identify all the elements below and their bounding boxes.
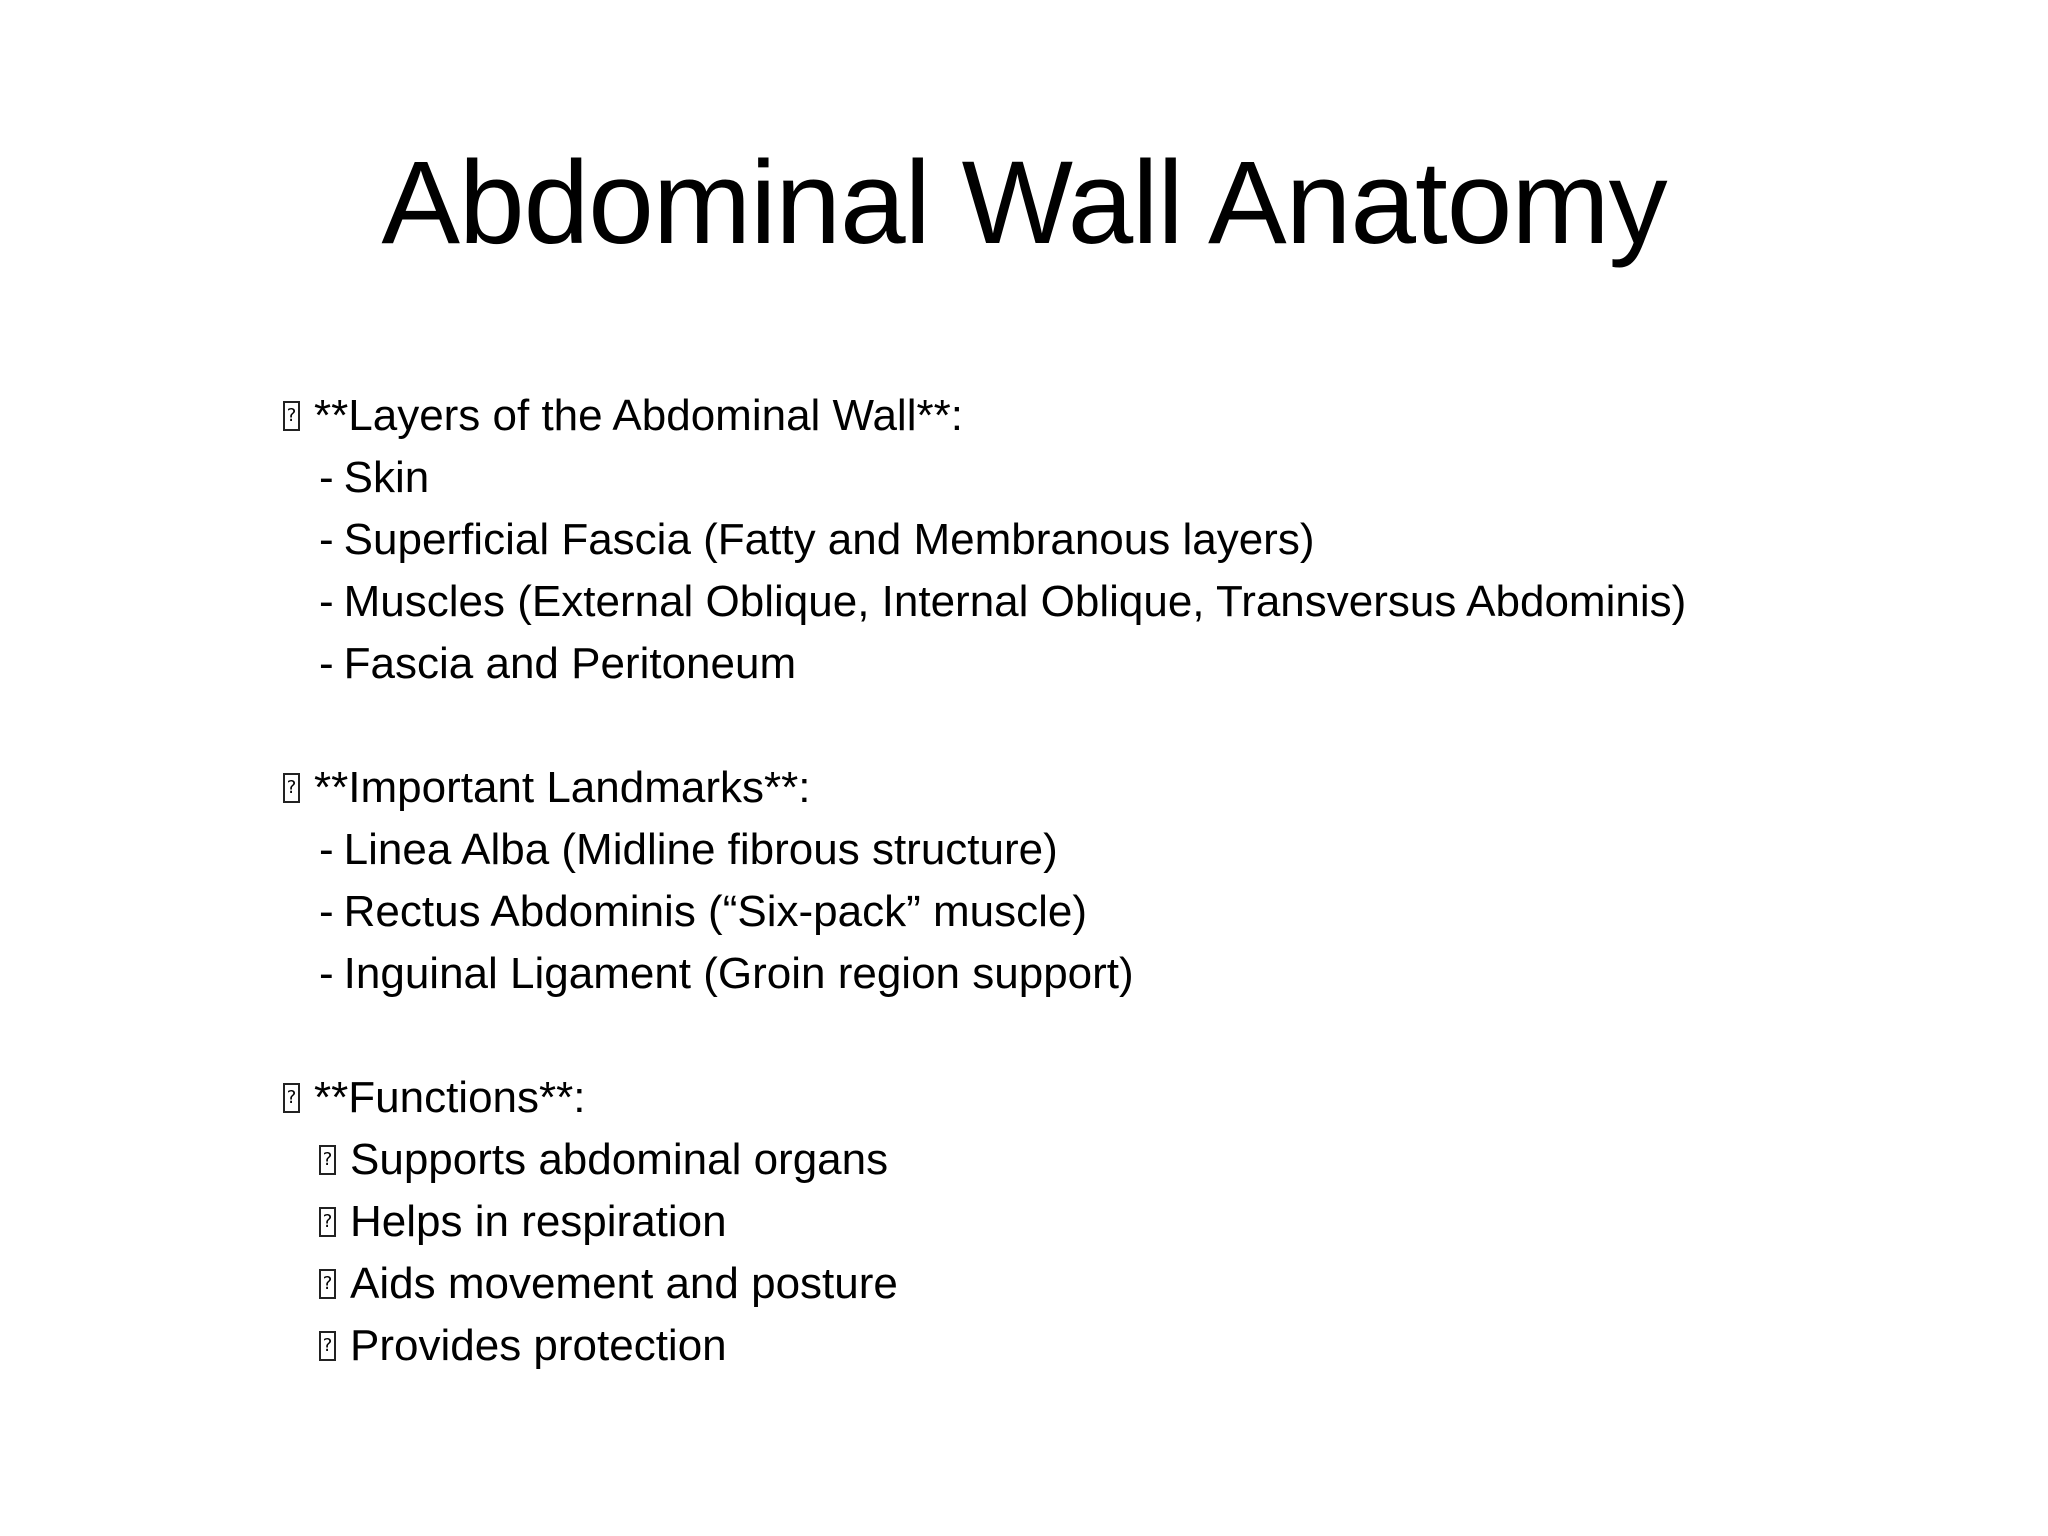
slide-title: Abdominal Wall Anatomy bbox=[381, 137, 1667, 269]
list-item-text: Linea Alba (Midline fibrous structure) bbox=[343, 825, 1058, 874]
missing-glyph-icon bbox=[319, 1207, 336, 1237]
dash-marker: - bbox=[319, 515, 334, 564]
list-item bbox=[283, 1315, 1983, 1377]
list-item-text: Helps in respiration bbox=[350, 1197, 727, 1246]
list-item bbox=[283, 571, 1983, 633]
dash-marker: - bbox=[319, 887, 334, 936]
dash-marker: - bbox=[319, 577, 334, 626]
list-item-text: Superficial Fascia (Fatty and Membranous layers) bbox=[343, 515, 1315, 564]
list-item-text: Provides protection bbox=[350, 1321, 727, 1370]
list-item bbox=[283, 1191, 1983, 1253]
missing-glyph-icon bbox=[319, 1145, 336, 1175]
section-heading-text: **Important Landmarks**: bbox=[314, 763, 811, 812]
list-item-text: Supports abdominal organs bbox=[350, 1135, 889, 1184]
list-item-text: Muscles (External Oblique, Internal Oblique, Transversus Abdominis) bbox=[343, 577, 1687, 626]
dash-marker: - bbox=[319, 949, 334, 998]
section-heading bbox=[283, 385, 1983, 447]
list-item bbox=[283, 881, 1983, 943]
list-item-text: Fascia and Peritoneum bbox=[343, 639, 797, 688]
dash-marker: - bbox=[319, 453, 334, 502]
list-item bbox=[283, 1129, 1983, 1191]
dash-marker: - bbox=[319, 639, 334, 688]
section-heading bbox=[283, 757, 1983, 819]
section-heading bbox=[283, 1067, 1983, 1129]
spacer bbox=[283, 695, 1983, 757]
section-heading-text: **Functions**: bbox=[314, 1073, 586, 1122]
list-item bbox=[283, 447, 1983, 509]
list-item-text: Inguinal Ligament (Groin region support) bbox=[343, 949, 1134, 998]
list-item bbox=[283, 1253, 1983, 1315]
section-heading-text: **Layers of the Abdominal Wall**: bbox=[314, 391, 963, 440]
spacer bbox=[283, 1005, 1983, 1067]
list-item bbox=[283, 509, 1983, 571]
slide-body bbox=[283, 385, 1983, 1377]
list-item-text: Skin bbox=[343, 453, 430, 502]
dash-marker: - bbox=[319, 825, 334, 874]
missing-glyph-icon bbox=[319, 1331, 336, 1361]
list-item-text: Rectus Abdominis (“Six-pack” muscle) bbox=[343, 887, 1087, 936]
missing-glyph-icon bbox=[283, 1083, 300, 1113]
list-item bbox=[283, 943, 1983, 1005]
list-item bbox=[283, 633, 1983, 695]
missing-glyph-icon bbox=[283, 773, 300, 803]
missing-glyph-icon bbox=[283, 401, 300, 431]
missing-glyph-icon bbox=[319, 1269, 336, 1299]
list-item bbox=[283, 819, 1983, 881]
list-item-text: Aids movement and posture bbox=[350, 1259, 898, 1308]
